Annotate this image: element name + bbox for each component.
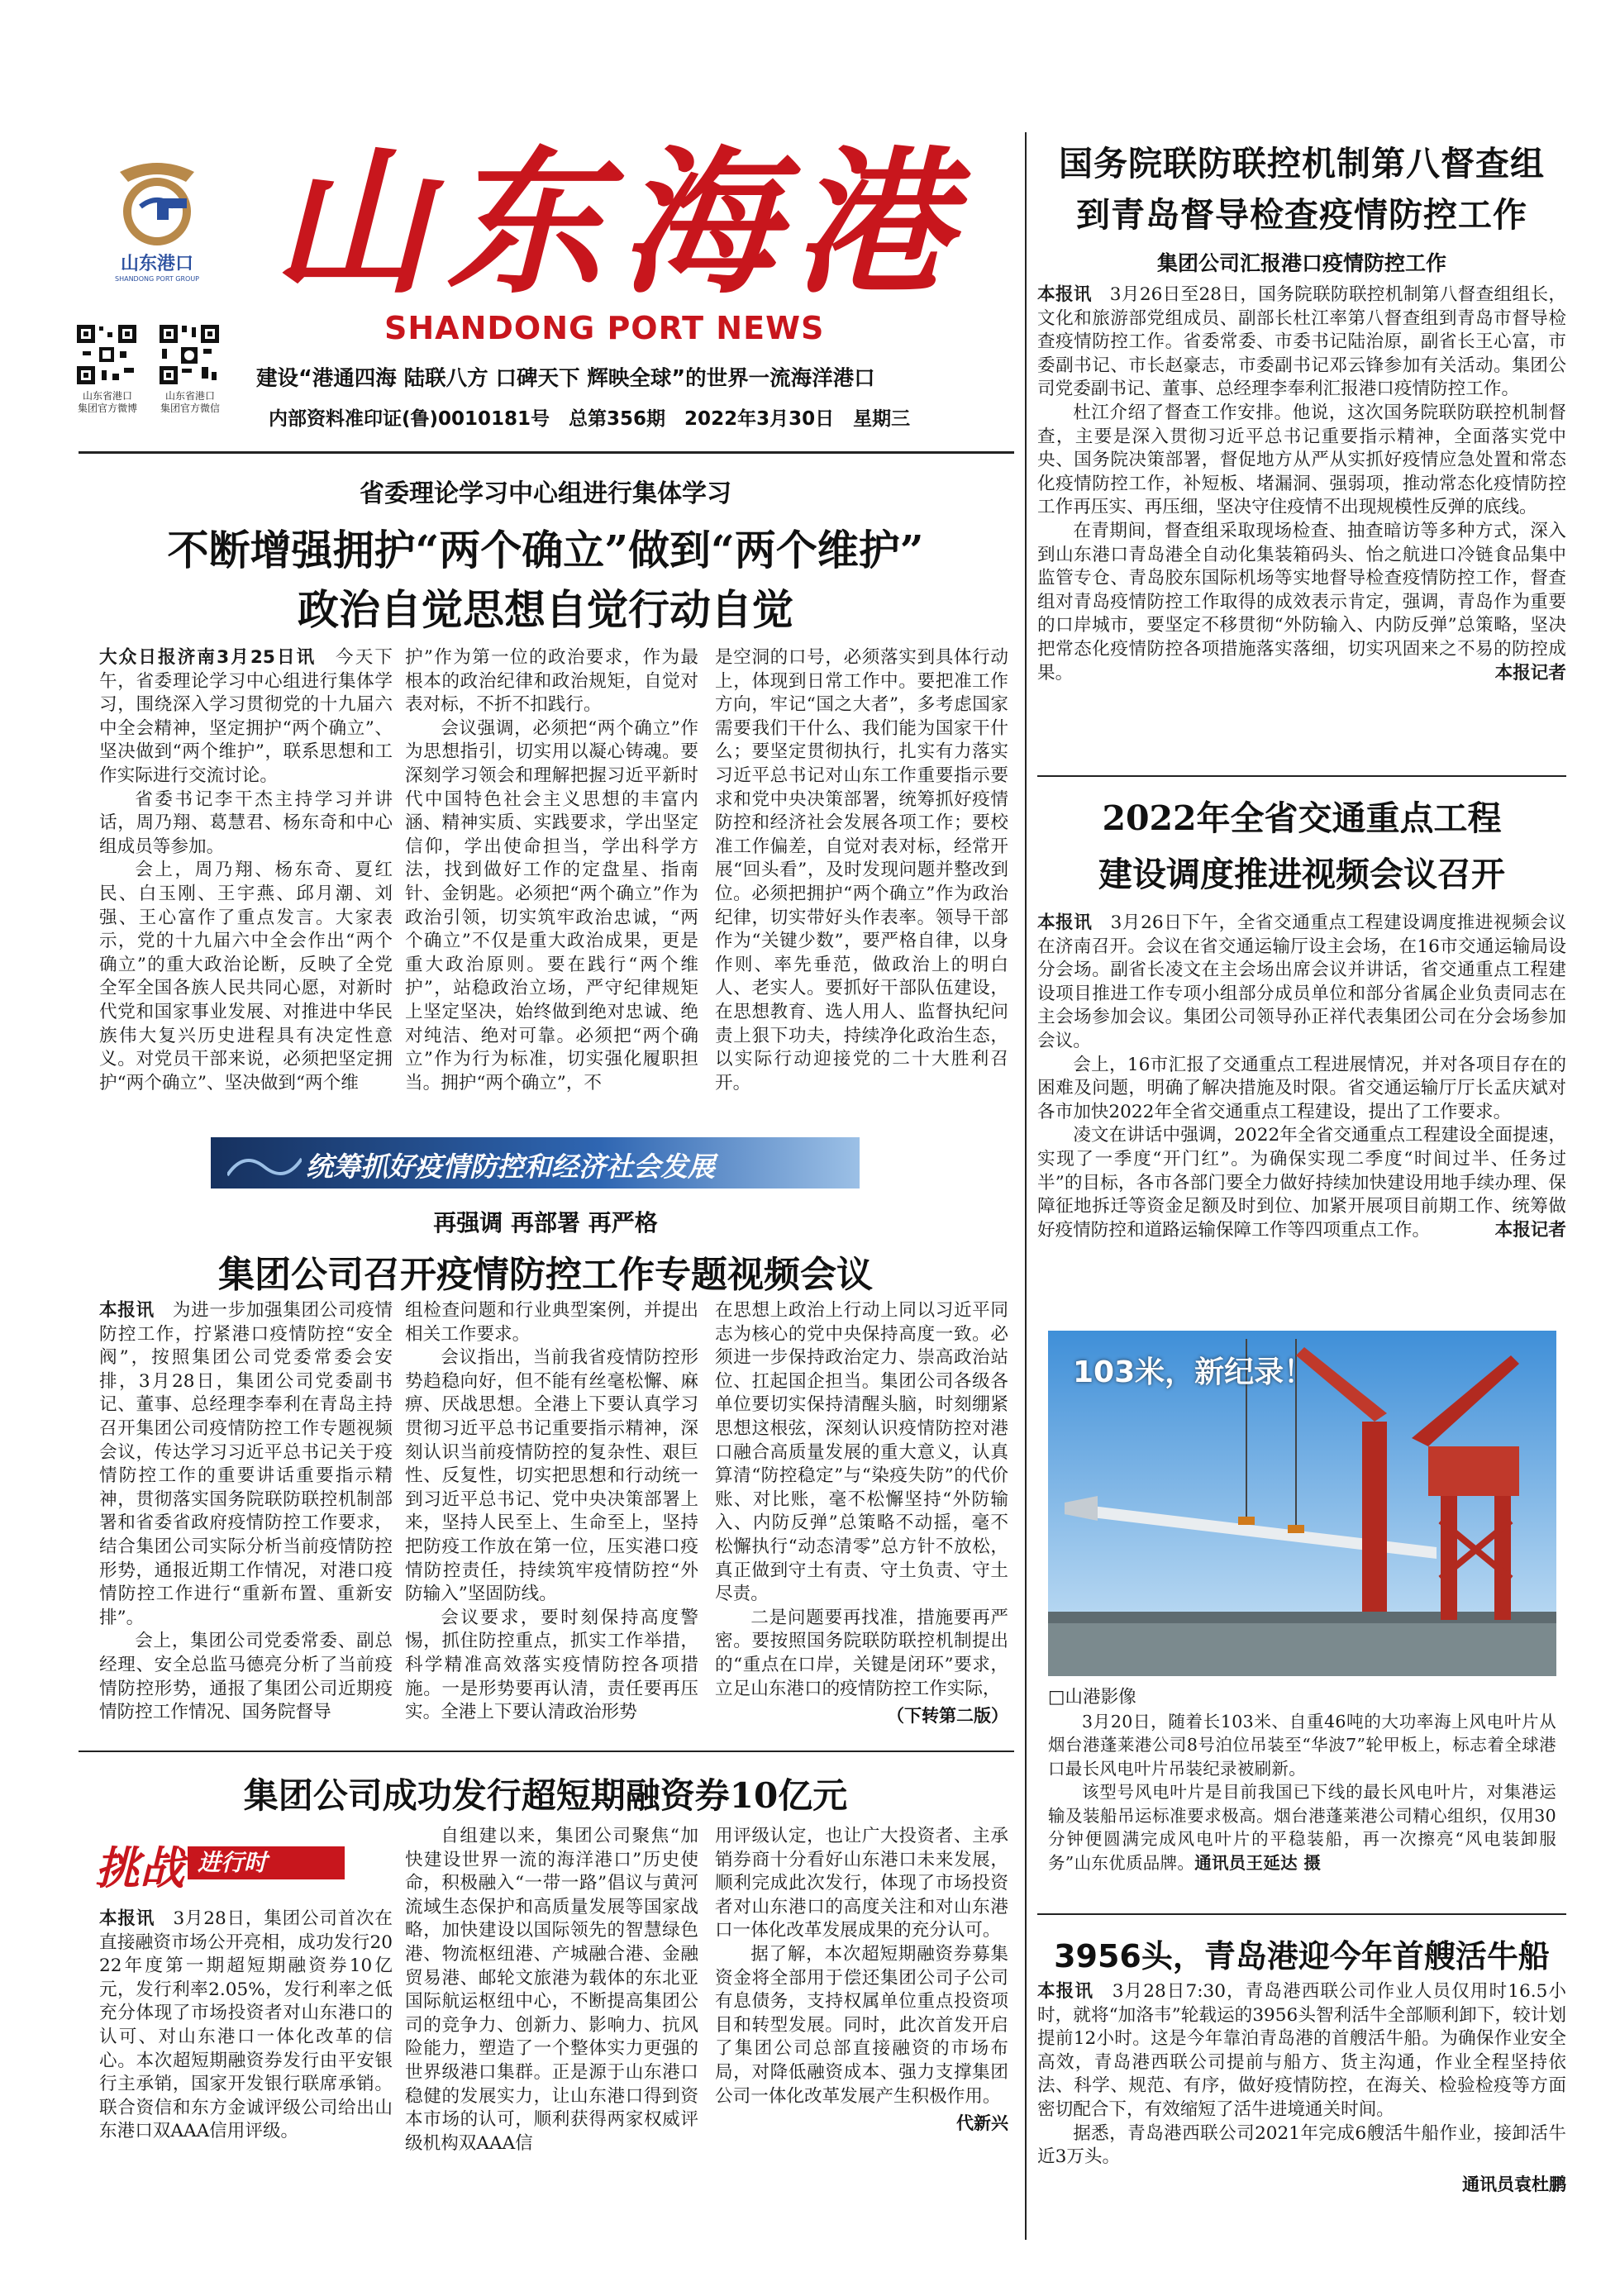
- qr-wechat: [157, 322, 223, 415]
- epidemic-col-3: [715, 1299, 1008, 1727]
- column-divider: [1025, 132, 1027, 2240]
- challenge-badge-main: 挑战: [95, 1841, 184, 1894]
- photo-byline: 通讯员王延达 摄: [1194, 1852, 1322, 1873]
- epidemic-title: 集团公司召开疫情防控工作专题视频会议: [218, 1254, 873, 1296]
- qr-code-icon: [74, 322, 139, 387]
- traffic-title-line1: 2022年全省交通重点工程: [1102, 798, 1502, 838]
- article-inspection: [1037, 136, 1566, 773]
- epidemic-kicker: 再强调 再部署 再严格: [433, 1209, 658, 1236]
- inspection-paragraph: 在青期间，督查组采取现场检查、抽查暗访等多种方式，深入到山东港口青岛港全自动化集装箱码头、怡之航进口冷链食品集中监管专仓、青岛胶东国际机场等实地督导检查疫情防控工作，督查组对青岛疫情防控工作取得的成效表示肯定，强调，青岛作为重要的口岸城市，要坚定不移贯彻“外防输入、内防反弹”总策略，坚决把常态化疫情防控各项措施落实落细，切实巩固来之不易的防控成果。 本报记者: [1037, 520, 1566, 685]
- inspection-paragraph: 本报讯 3月26日至28日，国务院联防联控机制第八督查组组长，文化和旅游部党组成员、副部长杜江率第八督查组到青岛市督导检查疫情防控工作。省委常委、市委书记陆治原，副省长王心富，市委副书记、市长赵豪志，市委副书记邓云锋参加有关活动。集团公司党委副书记、董事、总经理李奉利汇报港口疫情防控工作。: [1037, 284, 1566, 400]
- theory-title-line1: 不断增强拥护“两个确立”做到“两个维护”: [167, 526, 924, 574]
- masthead-english-title: SHANDONG PORT NEWS: [384, 310, 825, 346]
- epidemic-col-1: [99, 1299, 393, 1725]
- photo-overlay-text: 103米，新纪录！: [1073, 1355, 1314, 1389]
- group-logo: [107, 157, 207, 281]
- cattle-paragraph: 本报讯 3月28日7:30，青岛港西联公司作业人员仅用时16.5小时，就将“加洛韦”轮载运的3956头智利活牛全部顺利卸下，较计划提前12小时。这是今年靠泊青岛港的首艘活牛船。为确保作业安全高效，青岛港西联公司提前与船方、货主沟通，作业全程坚持依法、科学、规范、有序，做好疫情防控，在海关、检验检疫等方面密切配合下，有效缩短了活牛进境通关时间。: [1037, 1981, 1566, 2120]
- left-divider: [79, 1751, 1014, 1752]
- article-theory: [79, 463, 1012, 1124]
- theory-kicker: 省委理论学习中心组进行集体学习: [360, 479, 731, 508]
- bond-paragraph: 据了解，本次超短期融资券募集资金将全部用于偿还集团公司子公司有息债务，支持权属单位重点投资项目和转型发展。同时，此次首发开启了集团公司总部直接融资的市场布局，对降低融资成本、强力支撑集团公司一体化改革发展产生积极作用。: [715, 1943, 1008, 2107]
- traffic-paragraph: 凌文在讲话中强调，2022年全省交通重点工程建设全面提速，实现了一季度“开门红”。为确保实现二季度“时间过半、任务过半”的目标，各市各部门要全力做好持续加快建设用地手续办理、保障征地拆迁等资金足额及时到位、加紧开展项目前期工作、统筹做好疫情防控和道路运输保障工作等四项重点工作。 本报记者: [1037, 1124, 1566, 1242]
- masthead-divider: [79, 451, 1014, 454]
- qr-wechat-caption: 山东省港口 集团官方微信: [160, 390, 220, 414]
- challenge-badge: [95, 1840, 343, 1894]
- theory-paragraph: 大众日报济南3月25日讯 今天下午，省委理论学习中心组进行集体学习，围绕深入学习贯彻党的十九届六中全会精神，坚定拥护“两个确立”、坚决做到“两个维护”，联系思想和工作实际进行交流讨论。: [99, 647, 393, 786]
- cattle-title: 3956头，青岛港迎今年首艘活牛船: [1054, 1938, 1550, 1974]
- logo-sublabel: SHANDONG PORT GROUP: [115, 275, 199, 283]
- photo-caption-paragraph: 该型号风电叶片是目前我国已下线的最长风电叶片，对集港运输及装船吊运标准要求极高。烟台港蓬莱港公司精心组织，仅用30分钟便圆满完成风电叶片的平稳装船，再一次擦亮“风电装卸服务”山东优质品牌。通讯员王延达 摄: [1048, 1782, 1556, 1873]
- traffic-paragraph: 会上，16市汇报了交通重点工程进展情况，并对各项目存在的困难及问题，明确了解决措施及时限。省交通运输厅厅长孟庆斌对各市加快2022年全省交通重点工程建设，提出了工作要求。: [1037, 1054, 1566, 1122]
- issue-info: 内部资料准印证(鲁)0010181号 总第356期 2022年3月30日 星期三: [269, 408, 911, 430]
- masthead-slogan: 建设“港通四海 陆联八方 口碑天下 辉映全球”的世界一流海洋港口: [256, 366, 875, 391]
- section-banner: [211, 1137, 860, 1188]
- logo-label: 山东港口: [120, 254, 193, 274]
- cattle-paragraph: 据悉，青岛港西联公司2021年完成6艘活牛船作业，接卸活牛近3万头。: [1037, 2122, 1566, 2168]
- traffic-body: [1037, 912, 1566, 1242]
- epidemic-paragraph: 本报讯 为进一步加强集团公司疫情防控工作，拧紧港口疫情防控“安全阀”，按照集团公司党委常委会安排，3月28日，集团公司党委副书记、董事、总经理李奉利在青岛主持召开集团公司疫情防控工作专题视频会议，传达学习习近平总书记关于疫情防控工作的重要讲话重要指示精神，贯彻落实国务院联防联控机制部署和省委省政府疫情防控工作要求，结合集团公司实际分析当前疫情防控形势，通报近期工作情况，对港口疫情防控工作进行“重新布置、重新安排”。: [99, 1300, 393, 1628]
- article-traffic: [1037, 789, 1566, 1318]
- bond-paragraph: 用评级认定，也让广大投资者、主承销券商十分看好山东港口未来发展，顺利完成此次发行，体现了市场投资者对山东港口的高度关注和对山东港口一体化改革发展成果的充分认可。: [715, 1826, 1008, 1941]
- masthead-title: 山东海港: [273, 131, 968, 315]
- inspection-subtitle: 集团公司汇报港口疫情防控工作: [1156, 251, 1446, 275]
- epidemic-paragraph: 会上，集团公司党委常委、副总经理、安全总监马德亮分析了当前疫情防控形势，通报了集团公司近期疫情防控工作情况、国务院督导: [99, 1631, 393, 1723]
- bond-byline: 代新兴: [956, 2113, 1008, 2134]
- traffic-title-line2: 建设调度推进视频会议召开: [1098, 855, 1505, 894]
- bond-paragraph: 自组建以来，集团公司聚焦“加快建设世界一流的海洋港口”历史使命，积极融入“一带一路”倡议与黄河流域生态保护和高质量发展等国家战略，加快建设以国际领先的智慧绿色港、物流枢纽港、产城融合港、金融贸易港、邮轮文旅港为载体的东北亚国际航运枢纽中心，不断提高集团公司的竞争力、创新力、影响力、抗风险能力，塑造了一个整体实力更强的世界级港口集群。正是源于山东港口稳健的发展实力，让山东港口得到资本市场的认可，顺利获得两家权威评级机构双AAA信: [405, 1826, 698, 2154]
- photo-caption: [1048, 1686, 1556, 1874]
- qr-weibo: [74, 322, 141, 415]
- bond-col-3: [715, 1825, 1008, 2135]
- group-logo-icon: [107, 157, 207, 248]
- bond-col-1: [99, 1908, 393, 2144]
- right-divider-1: [1037, 775, 1566, 777]
- cattle-body: [1037, 1980, 1566, 2196]
- inspection-title-line1: 国务院联防联控机制第八督查组: [1059, 144, 1545, 183]
- challenge-badge-sub: 进行时: [188, 1846, 345, 1879]
- inspection-body: [1037, 283, 1566, 685]
- epidemic-col-2: [405, 1299, 698, 1725]
- photo-wind-blade: [1048, 1331, 1556, 1676]
- article-epidemic: [79, 1198, 1012, 1744]
- theory-paragraph: 护”作为第一位的政治要求，作为最根本的政治纪律和政治规矩，自觉对表对标，不折不扣践行。: [405, 647, 698, 716]
- epidemic-paragraph: 二是问题要再找准，措施要再严密。要按照国务院联防联控机制提出的“重点在口岸，关键是闭环”要求，立足山东港口的疫情防控工作实际，: [715, 1607, 1008, 1699]
- epidemic-paragraph: 会议要求，要时刻保持高度警惕，抓住防控重点，抓实工作举措，科学精准高效落实疫情防控各项措施。一是形势要再认清，责任要再压实。全港上下要认清政治形势: [405, 1607, 698, 1723]
- theory-col-2: [405, 646, 698, 1095]
- theory-paragraph: 是空洞的口号，必须落实到具体行动上，体现到日常工作中。要把准工作方向，牢记“国之大者”，多考虑国家需要我们干什么、我们能为国家干什么；要坚定贯彻执行，扎实有力落实习近平总书记对山东工作重要指示要求和党中央决策部署，统筹抓好疫情防控和经济社会发展各项工作；要校准工作偏差，自觉对表对标，经常开展“回头看”，及时发现问题并整改到位。必须把拥护“两个确立”作为政治纪律，切实带好头作表率。领导干部作为“关键少数”，要严格自律，以身作则、率先垂范，做政治上的明白人、老实人。要抓好干部队伍建设，在思想教育、选人用人、监督执纪问责上狠下功夫，持续净化政治生态，以实际行动迎接党的二十大胜利召开。: [715, 647, 1008, 1093]
- epidemic-paragraph: 组检查问题和行业典型案例，并提出相关工作要求。: [405, 1300, 698, 1345]
- right-divider-2: [1037, 1913, 1566, 1915]
- theory-paragraph: 会上，周乃翔、杨东奇、夏红民、白玉刚、王宇燕、邱月潮、刘强、王心富作了重点发言。大家表示，党的十九届六中全会作出“两个确立”的重大政治论断，反映了全党全军全国各族人民共同心愿，对新时代党和国家事业发展、对推进中华民族伟大复兴历史进程具有决定性意义。对党员干部来说，必须把坚定拥护“两个确立”、坚决做到“两个维: [99, 860, 393, 1093]
- epidemic-paragraph: 在思想上政治上行动上同以习近平同志为核心的党中央保持高度一致。必须进一步保持政治定力、崇高政治站位、扛起国企担当。集团公司各级各单位要切实保持清醒头脑，时刻绷紧思想这根弦，深刻认识疫情防控对港口融合高质量发展的重大意义，认真算清“防控稳定”与“染疫失防”的代价账、对比账，毫不松懈坚持“外防输入、内防反弹”总策略不动摇，毫不松懈执行“动态清零”总方针不放松，真正做到守土有责、守土负责、守土尽责。: [715, 1300, 1008, 1605]
- article-cattle: [1037, 1926, 1566, 2232]
- qr-code-icon: [157, 322, 222, 387]
- byline-lead: 本报讯: [1037, 284, 1092, 305]
- photo-caption-label: □山港影像: [1048, 1687, 1136, 1708]
- theory-paragraph: 省委书记李干杰主持学习并讲话，周乃翔、葛慧君、杨东奇和中心组成员等参加。: [99, 788, 393, 857]
- theory-col-3: [715, 646, 1008, 1095]
- banner-wave-icon: [227, 1142, 302, 1184]
- theory-title-line2: 政治自觉思想自觉行动自觉: [298, 585, 793, 634]
- epidemic-paragraph: 会议指出，当前我省疫情防控形势趋稳向好，但不能有丝毫松懈、麻痹、厌战思想。全港上下要认真学习贯彻习近平总书记重要指示精神，深刻认识当前疫情防控的复杂性、艰巨性、反复性，切实把思想和行动统一到习近平总书记、党中央决策部署上来，坚持人民至上、生命至上，坚持把防疫工作放在第一位，压实港口疫情防控责任，持续筑牢疫情防控“外防输入”坚固防线。: [405, 1347, 698, 1605]
- banner-text: 统筹抓好疫情防控和经济社会发展: [306, 1150, 715, 1183]
- masthead: [74, 131, 1017, 455]
- traffic-paragraph: 本报讯 3月26日下午，全省交通重点工程建设调度推进视频会议在济南召开。会议在省交通运输厅设主会场，在16市交通运输局设分会场。副省长凌文在主会场出席会议并讲话，省交通重点工程建设项目推进工作专项小组部分成员单位和部分省属企业负责同志在主会场参加会议。集团公司领导孙正祥代表集团公司在分会场参加会议。: [1037, 912, 1566, 1051]
- article-bond: [79, 1760, 1012, 2240]
- cattle-byline: 通讯员袁杜鹏: [1462, 2174, 1566, 2194]
- epidemic-continued: （下转第二版）: [887, 1706, 1008, 1727]
- inspection-title-line2: 到青岛督导检查疫情防控工作: [1076, 195, 1527, 235]
- bond-col-2: [405, 1825, 698, 2155]
- inspection-byline: 本报记者: [1494, 662, 1566, 684]
- photo-caption-paragraph: 3月20日，随着长103米、自重46吨的大功率海上风电叶片从烟台港蓬莱港公司8号泊位吊装至“华波7”轮甲板上，标志着全球港口最长风电叶片吊装纪录被刷新。: [1048, 1711, 1556, 1779]
- theory-paragraph: 会议强调，必须把“两个确立”作为思想指引，切实用以凝心铸魂。要深刻学习领会和理解把握习近平新时代中国特色社会主义思想的丰富内涵、精神实质、实践要求，学出坚定信仰，学出使命担当，学出科学方法，找到做好工作的定盘星、指南针、金钥匙。必须把“两个确立”作为政治引领，切实筑牢政治忠诚，“两个确立”不仅是重大政治成果，更是重大政治原则。要在践行“两个维护”，站稳政治立场，严守纪律规矩上坚定坚决，始终做到绝对忠诚、绝对纯洁、绝对可靠。必须把“两个确立”作为行为标准，切实强化履职担当。拥护“两个确立”，不: [405, 717, 698, 1093]
- traffic-byline: 本报记者: [1494, 1219, 1566, 1241]
- theory-col-1: [99, 646, 393, 1095]
- qr-weibo-caption: 山东省港口 集团官方微博: [77, 390, 137, 414]
- inspection-paragraph: 杜江介绍了督查工作安排。他说，这次国务院联防联控机制督查，主要是深入贯彻习近平总书记重要指示精神，全面落实党中央、国务院决策部署，督促地方从严从实抓好疫情应急处置和常态化疫情防控工作，补短板、堵漏洞、强弱项，推动常态化疫情防控工作再压实、再压细，坚决守住疫情不出现规模性反弹的底线。: [1037, 402, 1566, 518]
- bond-paragraph: 本报讯 3月28日，集团公司首次在直接融资市场公开亮相，成功发行2022年度第一期超短期融资券10亿元，发行利率2.05%，发行利率之低充分体现了市场投资者对山东港口的认可、对山东港口一体化改革的信心。本次超短期融资券发行由平安银行主承销，国家开发银行联席承销。联合资信和东方金诚评级公司给出山东港口双AAA信用评级。: [99, 1908, 393, 2142]
- bond-title: 集团公司成功发行超短期融资券10亿元: [243, 1775, 848, 1816]
